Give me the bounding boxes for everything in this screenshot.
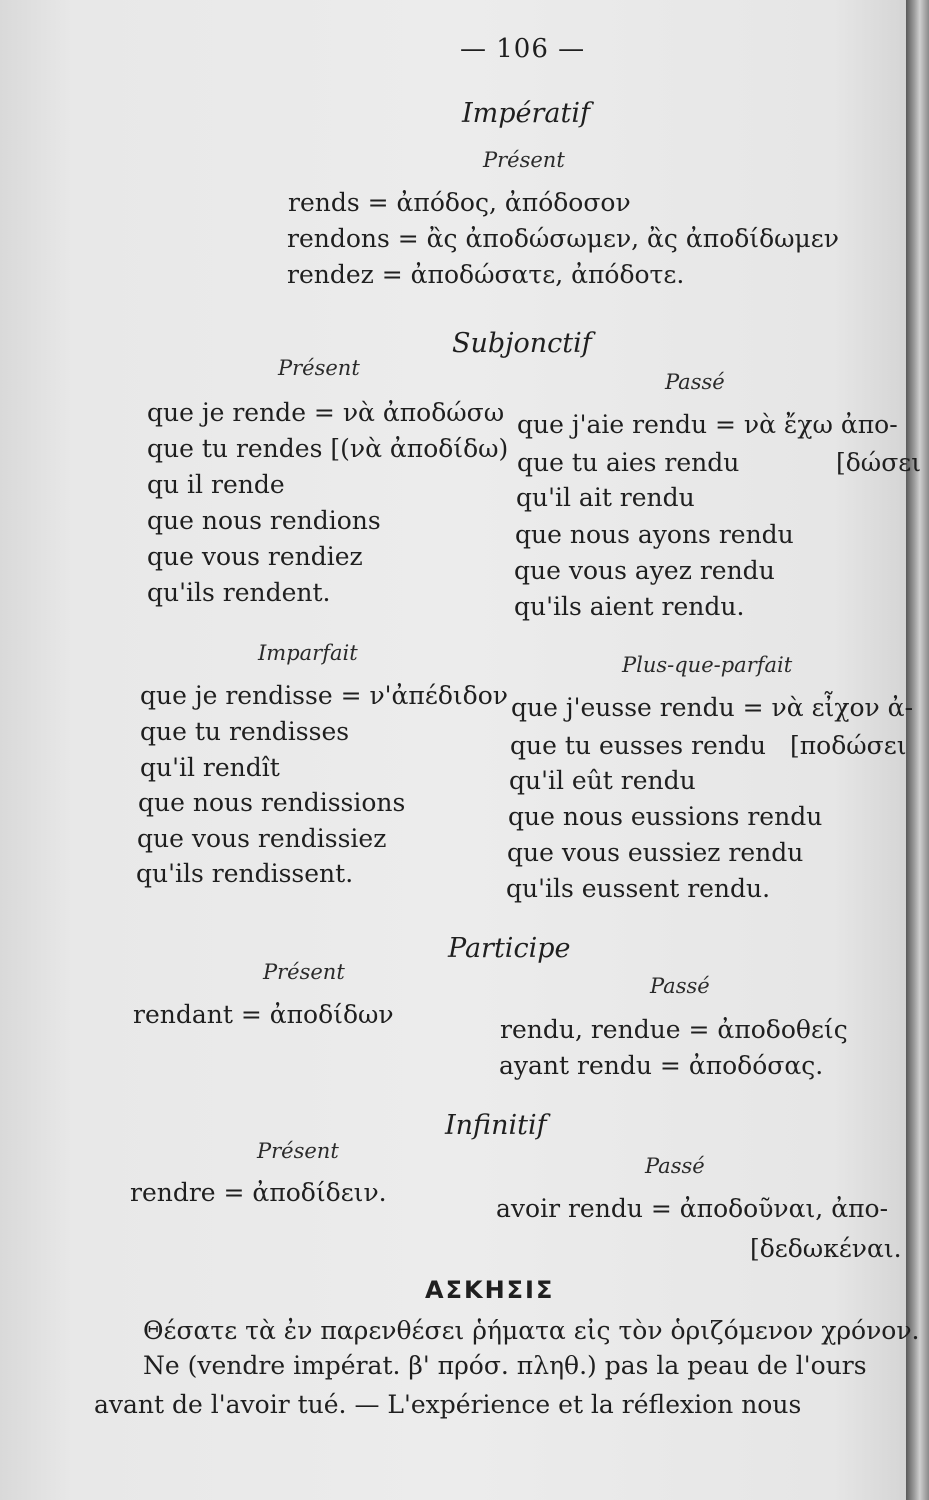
imperatif-line-3: rendez = ἀποδώσατε, ἀπόδοτε. [287,260,685,289]
subj-passe-line-2: que tu aies rendu [517,448,740,477]
participe-present-label: Présent [263,960,345,984]
imperatif-line-1: rends = ἀπόδος, ἀπόδοσον [288,188,631,217]
infinitif-present-label: Présent [257,1139,339,1163]
subjonctif-passe-label: Passé [665,370,725,394]
participe-passe-line-2: ayant rendu = ἀποδόσας. [499,1051,824,1080]
imparfait-line-6: qu'ils rendissent. [136,859,354,888]
pqp-line-5: que vous eussiez rendu [507,838,804,867]
subj-present-line-6: qu'ils rendent. [147,578,331,607]
subj-present-line-5: que vous rendiez [147,542,363,571]
imperatif-heading: Impératif [462,98,591,129]
exercise-heading: ΑΣΚΗΣΙΣ [425,1276,555,1304]
subj-present-line-1: que je rende = νὰ ἀποδώσω [147,398,505,427]
infinitif-present-line: rendre = ἀποδίδειν. [130,1178,387,1207]
page-number: — 106 — [460,34,586,64]
plus-que-parfait-label: Plus-que-parfait [622,653,793,677]
infinitif-passe-line: avoir rendu = ἀποδοῦναι, ἀπο- [496,1194,889,1223]
imparfait-label: Imparfait [258,641,358,665]
imparfait-line-1: que je rendisse = ν'ἀπέδιδον [140,681,508,710]
pqp-line-2: que tu eusses rendu [510,731,767,760]
infinitif-passe-continuation: [δεδωκέναι. [750,1234,902,1263]
participe-passe-line-1: rendu, rendue = ἀποδοθείς [500,1015,848,1044]
subjonctif-present-label: Présent [278,356,360,380]
infinitif-passe-label: Passé [645,1154,705,1178]
subj-present-line-3: qu il rende [147,470,285,499]
pqp-line-3: qu'il eût rendu [509,766,696,795]
subjonctif-heading: Subjonctif [452,328,592,359]
imparfait-line-3: qu'il rendît [140,753,280,782]
subj-present-line-4: que nous rendions [147,506,381,535]
exercise-line-3: avant de l'avoir tué. — L'expérience et la réflexion nous [94,1390,802,1419]
pqp-line-6: qu'ils eussent rendu. [506,874,771,903]
subj-passe-bracket: [δώσει [836,448,922,477]
infinitif-heading: Infinitif [445,1110,547,1141]
pqp-bracket: [ποδώσει [790,731,907,760]
page-edge [906,0,929,1500]
subj-passe-line-6: qu'ils aient rendu. [514,592,745,621]
exercise-line-1: Θέσατε τὰ ἐν παρενθέσει ῥήματα εἰς τὸν ὁριζόμενον χρόνον. [143,1316,920,1345]
exercise-line-2: Ne (vendre impérat. β' πρόσ. πληθ.) pas la peau de l'ours [143,1351,867,1380]
subj-passe-line-5: que vous ayez rendu [514,556,775,585]
subj-present-line-2: que tu rendes [(νὰ ἀποδίδω) [147,434,509,463]
pqp-line-4: que nous eussions rendu [508,802,823,831]
imparfait-line-2: que tu rendisses [140,717,350,746]
imparfait-line-4: que nous rendissions [138,788,406,817]
imperatif-present-label: Présent [483,148,565,172]
participe-heading: Participe [448,933,571,964]
subj-passe-line-4: que nous ayons rendu [515,520,794,549]
participe-passe-label: Passé [650,974,710,998]
pqp-line-1: que j'eusse rendu = νὰ εἶχον ἀ- [511,693,914,722]
imperatif-line-2: rendons = ἂς ἀποδώσωμεν, ἂς ἀποδίδωμεν [287,224,839,253]
subj-passe-line-1: que j'aie rendu = νὰ ἔχω ἀπο- [517,410,898,439]
participe-present-line: rendant = ἀποδίδων [133,1000,394,1029]
imparfait-line-5: que vous rendissiez [137,824,387,853]
subj-passe-line-3: qu'il ait rendu [516,483,695,512]
